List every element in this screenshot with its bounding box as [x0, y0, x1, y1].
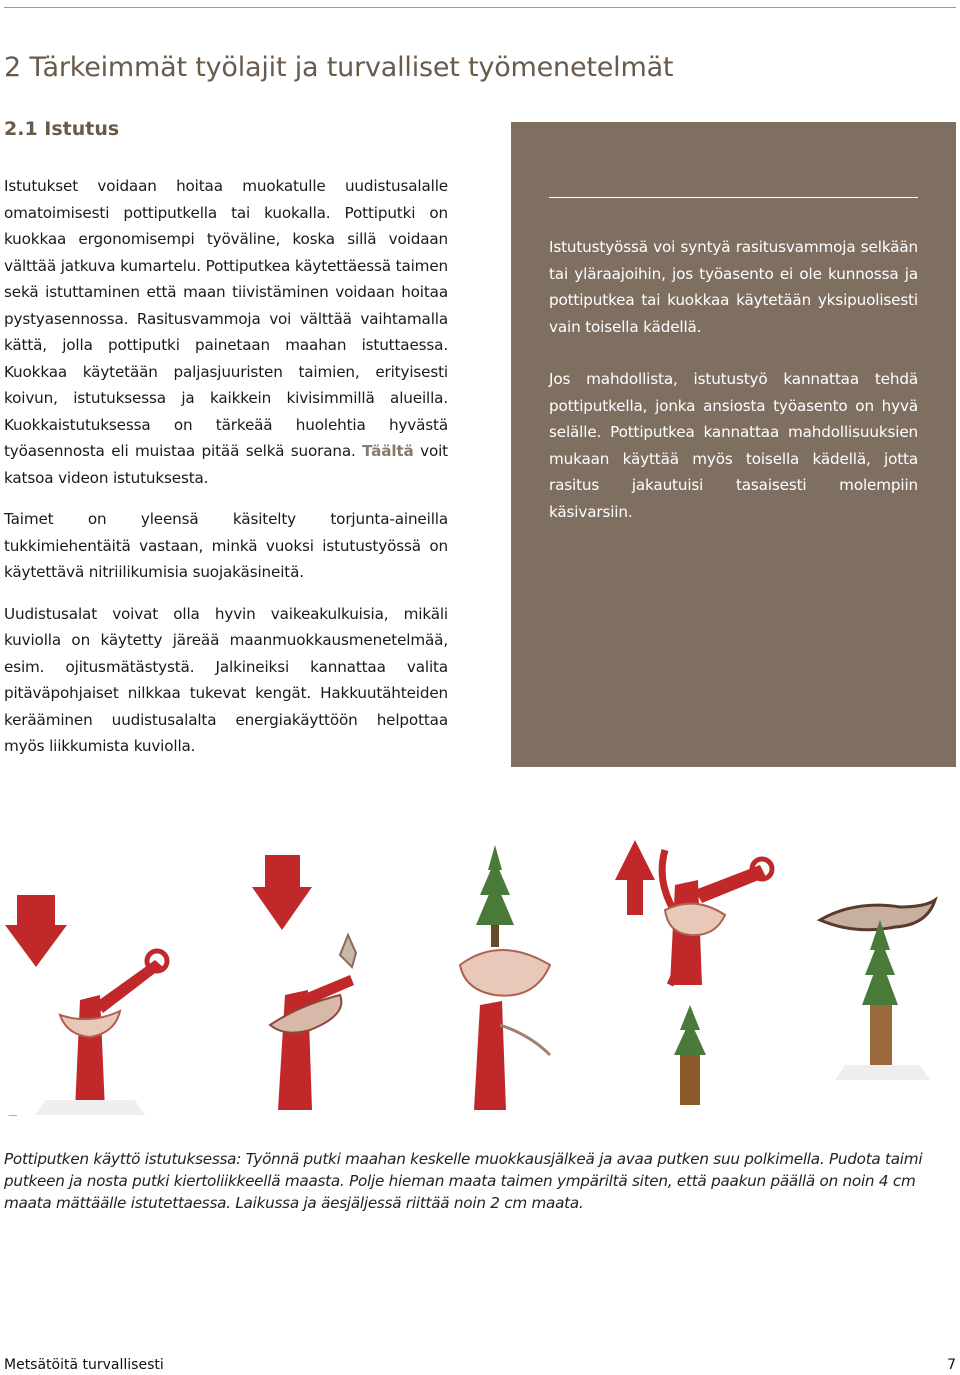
page-number: 7 — [947, 1357, 956, 1373]
boot-icon — [820, 900, 935, 930]
illustration-step-stamp — [815, 825, 945, 1115]
seedling-icon — [476, 845, 514, 925]
seedling-icon — [862, 920, 898, 1005]
planting-tube-icon — [474, 1001, 506, 1110]
box-text — [549, 234, 918, 551]
section-title: 2.1 Istutus — [4, 118, 120, 140]
video-link[interactable]: Täältä — [362, 442, 414, 460]
paragraph-text: Istutukset voidaan hoitaa muokatulle uudistusalalle omatoimisesti pottiputkella tai kuokalla. Pottiputki on kuokkaa ergonomisempi työväline, koska sillä voidaan välttää jatkuva kumartelu. Pottiputkea käytettäessä taimen sekä istuttaminen että maan tiivistäminen voidaan hoitaa pystyasennossa. Rasitusvammoja voi välttää vaihtamalla kättä, jolla pottiputki painetaan maahan istuttaessa. Kuokkaa käytetään paljasjuuristen taimien, erityisesti koivun, istutuksessa ja kaikkein kivisimmillä alueilla. Kuokkaistutuksessa on tärkeää huolehtia hyvästä työasennosta eli muistaa pitää selkä suorana. — [4, 177, 448, 460]
box-divider — [549, 197, 918, 198]
box-paragraph-recommendation: Jos mahdollista, istutustyö kannattaa tehdä pottiputkella, jonka ansiosta työasento on hyvä selälle. Pottiputkea kannattaa mahdollisuuksien mukaan käyttää myös toisella kädellä, jotta rasitus jakautuisi tasaisesti molempiin käsivarsiin. — [549, 370, 918, 521]
hand-icon — [460, 950, 550, 996]
top-rule — [4, 7, 956, 8]
left-column — [4, 173, 448, 775]
sidebar-info-box — [511, 122, 956, 767]
arrow-up-icon — [615, 840, 655, 915]
arrow-down-icon — [252, 855, 312, 930]
illustration-step-lift — [610, 825, 810, 1115]
chapter-title: 2 Tärkeimmät työlajit ja turvalliset työmenetelmät — [4, 52, 674, 83]
figure-caption: Pottiputken käyttö istutuksessa: Työnnä putki maahan keskelle muokkausjälkeä ja avaa putken suu polkimella. Pudota taimi putkeen ja nosta putki kiertoliikkeellä maasta. Polje hieman maata taimen ympäriltä siten, että paakun päällä on noin 4 cm maata mättäälle istutettaessa. Laikussa ja äesjäljessä riittää noin 2 cm maata. — [4, 1150, 923, 1212]
illustration-step-push — [5, 825, 190, 1115]
paragraph-planting-tools — [4, 173, 448, 491]
seedling-icon — [674, 1005, 706, 1055]
illustration-step-open — [230, 825, 380, 1115]
paragraph-gloves: Taimet on yleensä käsitelty torjunta-aineilla tukkimiehentäitä vastaan, minkä vuoksi istutustyössä on käytettävä nitriilikumisia suojakäsineitä. — [4, 510, 448, 581]
footer-title: Metsätöitä turvallisesti — [4, 1357, 164, 1373]
illustration-step-drop — [440, 825, 585, 1115]
paragraph-text-after-link: voit katsoa videon istutuksesta. — [4, 442, 448, 487]
planting-tube-icon — [75, 995, 105, 1110]
box-paragraph-injuries: Istutustyössä voi syntyä rasitusvammoja selkään tai yläraajoihin, jos työasento ei ole kunnossa ja pottiputkea tai kuokkaa käytetään yksipuolisesti vain toisella kädellä. — [549, 238, 918, 336]
paragraph-footwear: Uudistusalat voivat olla hyvin vaikeakulkuisia, mikäli kuviolla on käytetty järeää maanmuokkausmenetelmää, esim. ojitusmätästystä. Jalkineiksi kannattaa valita pitäväpohjaiset nilkkaa tukevat kengät. Hakkuutähteiden kerääminen uudistusalalta energiakäyttöön helpottaa myös liikkumista kuviolla. — [4, 604, 448, 755]
